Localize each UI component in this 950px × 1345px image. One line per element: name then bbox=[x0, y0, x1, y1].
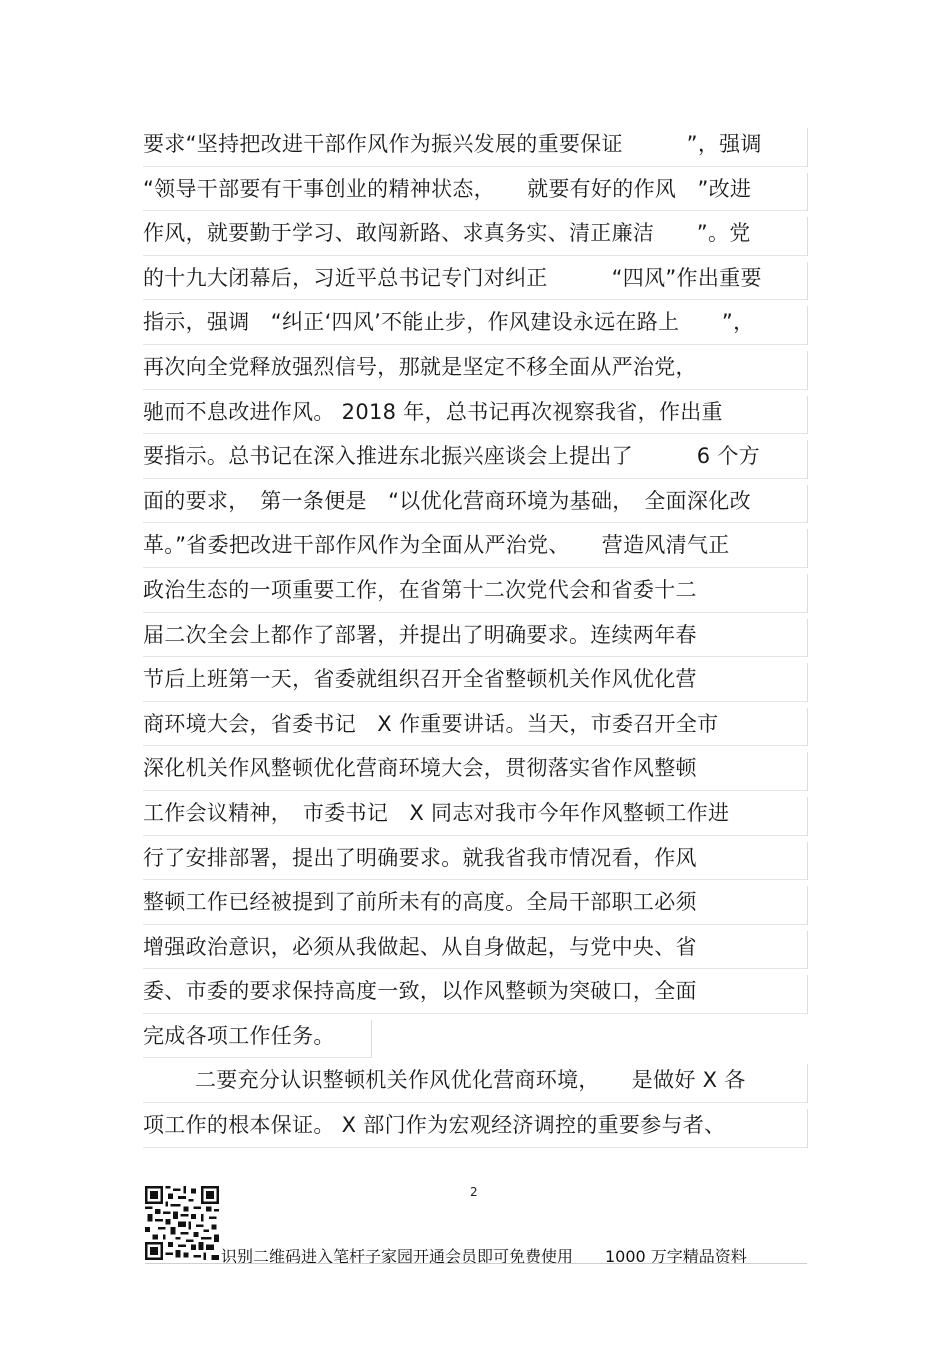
text-line: 的十九大闭幕后，习近平总书记专门对纠正 “四风”作出重要 bbox=[143, 258, 808, 303]
text-line: 项工作的根本保证。 X 部门作为宏观经济调控的重要参与者、 bbox=[143, 1105, 808, 1150]
footer-divider bbox=[145, 1263, 807, 1264]
text-line: 要指示。总书记在深入推进东北振兴座谈会上提出了 6 个方 bbox=[143, 436, 808, 481]
text-line: 整顿工作已经被提到了前所未有的高度。全局干部职工必须 bbox=[143, 882, 808, 927]
text-line: 再次向全党释放强烈信号，那就是坚定不移全面从严治党， bbox=[143, 347, 808, 392]
text-line: “领导干部要有干事创业的精神状态， 就要有好的作风 ”改进 bbox=[143, 169, 808, 214]
text-line: 商环境大会，省委书记 X 作重要讲话。当天，市委召开全市 bbox=[143, 704, 808, 749]
page-number: 2 bbox=[470, 1185, 478, 1199]
qr-code-icon bbox=[145, 1186, 219, 1260]
body-text bbox=[143, 124, 808, 1150]
text-line: 革。”省委把改进干部作风作为全面从严治党、 营造风清气正 bbox=[143, 525, 808, 570]
text-line: 驰而不息改进作风。 2018 年，总书记再次视察我省，作出重 bbox=[143, 392, 808, 437]
text-line: 政治生态的一项重要工作，在省第十二次党代会和省委十二 bbox=[143, 570, 808, 615]
footer-promo-text: 识别二维码进入笔杆子家园开通会员即可免费使用 1000 万字精品资料 bbox=[221, 1247, 747, 1266]
text-line: 指示，强调 “纠正‘四风’不能止步，作风建设永远在路上 ”， bbox=[143, 302, 808, 347]
text-line: 面的要求， 第一条便是 “以优化营商环境为基础， 全面深化改 bbox=[143, 481, 808, 526]
text-line: 深化机关作风整顿优化营商环境大会，贯彻落实省作风整顿 bbox=[143, 748, 808, 793]
text-line: 要求“坚持把改进干部作风作为振兴发展的重要保证 ”，强调 bbox=[143, 124, 808, 169]
text-line: 作风，就要勤于学习、敢闯新路、求真务实、清正廉洁 ”。党 bbox=[143, 213, 808, 258]
text-line: 委、市委的要求保持高度一致，以作风整顿为突破口，全面 bbox=[143, 971, 808, 1016]
text-line: 增强政治意识，必须从我做起、从自身做起，与党中央、省 bbox=[143, 927, 808, 972]
text-line: 行了安排部署，提出了明确要求。就我省我市情况看，作风 bbox=[143, 838, 808, 883]
paragraph-start-line: 二要充分认识整顿机关作风优化营商环境， 是做好 X 各 bbox=[143, 1060, 808, 1105]
text-line: 工作会议精神， 市委书记 X 同志对我市今年作风整顿工作进 bbox=[143, 793, 808, 838]
text-line: 节后上班第一天，省委就组织召开全省整顿机关作风优化营 bbox=[143, 659, 808, 704]
text-line: 届二次全会上都作了部署，并提出了明确要求。连续两年春 bbox=[143, 615, 808, 660]
text-line: 完成各项工作任务。 bbox=[143, 1016, 808, 1061]
